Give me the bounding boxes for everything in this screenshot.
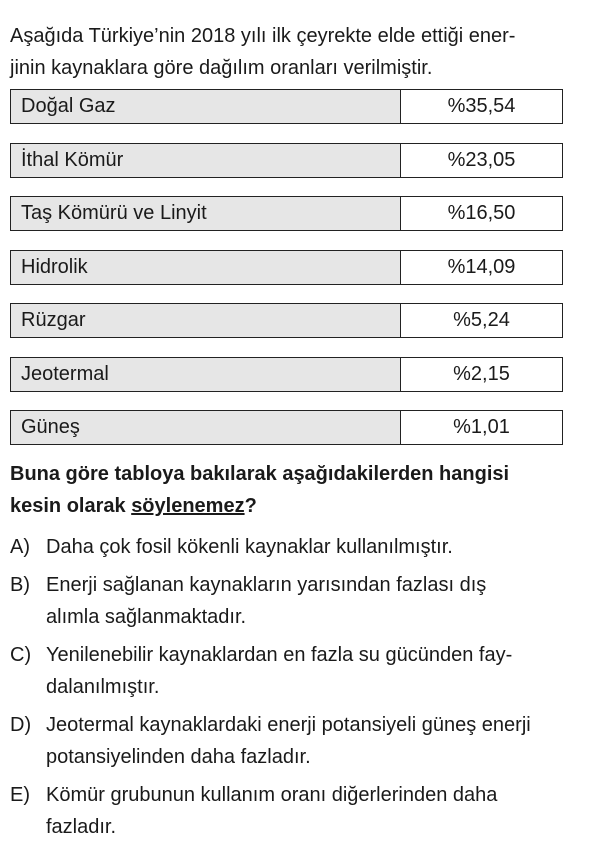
answer-options — [10, 531, 565, 843]
intro-line-1: Aşağıda Türkiye’nin 2018 yılı ilk çeyrekte elde ettiği ener- — [10, 25, 516, 47]
table-row — [10, 357, 563, 392]
option-line-1: Jeotermal kaynaklardaki enerji potansiyeli güneş enerji — [46, 714, 531, 736]
source-name: Doğal Gaz — [11, 90, 401, 123]
source-name: Rüzgar — [11, 304, 401, 337]
question-emphasis: söylenemez — [131, 495, 245, 517]
source-percent: %23,05 — [401, 144, 562, 177]
option-line-1: Daha çok fosil kökenli kaynaklar kullanılmıştır. — [46, 536, 453, 558]
option-letter: C) — [10, 644, 32, 666]
option-text — [46, 779, 565, 843]
answer-option-b[interactable] — [10, 569, 565, 633]
option-letter: B) — [10, 574, 30, 596]
table-row — [10, 410, 563, 445]
intro-text — [10, 20, 580, 84]
option-line-2: potansiyelinden daha fazladır. — [46, 746, 311, 768]
table-row — [10, 250, 563, 285]
option-line-2: dalanılmıştır. — [46, 676, 160, 698]
source-percent: %16,50 — [401, 197, 562, 230]
option-letter: A) — [10, 536, 30, 558]
source-percent: %14,09 — [401, 251, 562, 284]
source-name: Hidrolik — [11, 251, 401, 284]
option-line-2: alımla sağlanmaktadır. — [46, 606, 247, 628]
source-name: Jeotermal — [11, 358, 401, 391]
option-letter: E) — [10, 784, 30, 806]
option-letter: D) — [10, 714, 32, 736]
source-name: Güneş — [11, 411, 401, 444]
answer-option-d[interactable] — [10, 709, 565, 773]
table-row — [10, 89, 563, 124]
answer-option-e[interactable] — [10, 779, 565, 843]
option-text — [46, 569, 565, 633]
answer-option-a[interactable] — [10, 531, 565, 563]
option-text — [46, 709, 565, 773]
source-name: Taş Kömürü ve Linyit — [11, 197, 401, 230]
question-stem — [10, 458, 580, 522]
table-row — [10, 303, 563, 338]
table-row — [10, 143, 563, 178]
question-line-2-prefix: kesin olarak — [10, 495, 132, 517]
source-percent: %2,15 — [401, 358, 562, 391]
question-line-2-suffix: ? — [244, 495, 257, 517]
intro-line-2: jinin kaynaklara göre dağılım oranları verilmiştir. — [10, 57, 433, 79]
source-percent: %5,24 — [401, 304, 562, 337]
option-line-1: Enerji sağlanan kaynakların yarısından fazlası dış — [46, 574, 487, 596]
source-percent: %1,01 — [401, 411, 562, 444]
table-row — [10, 196, 563, 231]
option-text — [46, 639, 565, 703]
option-line-1: Yenilenebilir kaynaklardan en fazla su gücünden fay- — [46, 644, 513, 666]
source-percent: %35,54 — [401, 90, 562, 123]
energy-sources-table — [10, 89, 563, 464]
source-name: İthal Kömür — [11, 144, 401, 177]
answer-option-c[interactable] — [10, 639, 565, 703]
option-text — [46, 531, 565, 563]
option-line-1: Kömür grubunun kullanım oranı diğerlerinden daha — [46, 784, 498, 806]
question-line-1: Buna göre tabloya bakılarak aşağıdakilerden hangisi — [10, 463, 510, 485]
option-line-2: fazladır. — [46, 816, 117, 838]
